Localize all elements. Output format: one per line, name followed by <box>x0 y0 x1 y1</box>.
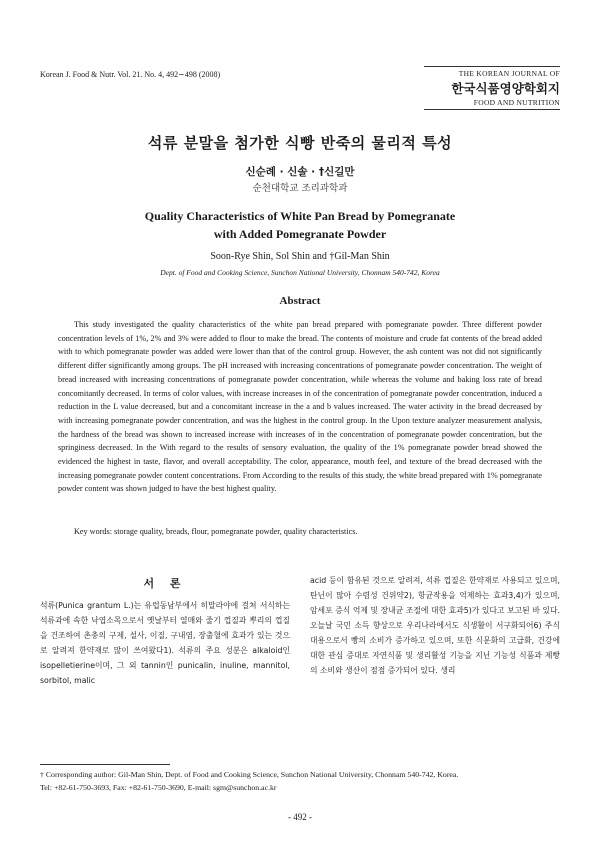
intro-heading: 서 론 <box>143 577 187 590</box>
journal-name-en-top: THE KOREAN JOURNAL OF <box>458 69 560 78</box>
title-english-line1: Quality Characteristics of White Pan Bread by Pomegranate <box>144 209 456 223</box>
footnote-line1: † Corresponding author: Gil-Man Shin, Dept. of Food and Cooking Science, Sunchon National University, Chonnam 540-742, Korea. <box>40 770 459 779</box>
footnote-rule <box>40 764 170 765</box>
intro-column-left <box>40 598 290 688</box>
intro-left-paragraph: 석류(Punica grantum L.)는 유럽동남부에서 히말라야에 걸쳐 서식하는 석류과에 속한 낙엽소목으로서 옛날부터 열매와 줄기 껍질과 뿌리의 껍질을 건조하여 촌충의 구제, 설사, 이질, 구내염, 장출혈에 효과가 있는 것으로 알려져 한약재로 많이 쓰여왔다1). 석류의 주요 성분은 alkaloid인 isopelletierine이며, 그 외 tannin인 punicalin, inuline, mannitol, sorbitol, malic <box>40 601 290 685</box>
journal-name-ko: 한국식품영양학회지 <box>451 81 560 96</box>
abstract-paragraph: This study investigated the quality characteristics of the white pan bread prepared with pomegranate powder. Three different powder concentration levels of 1%, 2% and 3% were added to flour to make the bread. The contents of moisture and crude fat contents of the bread added with to which pomegranate powder was added were lower than that of the control group. However, the ash content was not did not significantly different differ significantly among groups. The pH increased with increasing concentrations of pomegranate powder concentration. The weight of bread increased with increasing concentrations of pomegranate powder concentration, while whereas the volume and baking loss rate of bread concomitantly decreased. In terms of color values, with increase increases in of the concentration of pomegranate powder concentration, induced a reduction in the L value decreased, but and a concomitant increase in the a and b values increased. The water activity in the bread decreased by with increasing pomegranate powder concentration, and was the highest in the control group. In the Upon texture analyzer measurement analysis, the hardness of the bread was shown to increased increase with increases of in the concentration of pomegranate powder concentration, but the springiness decreased. In the With regard to the results of sensory evaluation, the quality of the 1% pomegranate powder bread showed the evidenced the highest in taste, flavor, and overall acceptability. The color, appearance, mouth feel, and texture of the bread decreased with the increasing pomegranate powder content concentrations. From According to the results of this study, the white bread prepared with 1% pomegranate powder content was shown judged to have the best highest quality. <box>58 320 542 494</box>
affiliation-english: Dept. of Food and Cooking Science, Sunchon National University, Chonnam 540-742, Korea <box>160 268 440 277</box>
header-citation: Korean J. Food & Nutr. Vol. 21. No. 4, 492∼498 (2008) <box>40 70 221 79</box>
intro-right-paragraph: acid 등이 함유된 것으로 알려져, 석류 껍질은 한약재로 사용되고 있으며, 탄닌이 많아 수렴성 건위약2), 항균작용을 억제하는 효과3,4)가 있으며, 암세포 증식 억제 및 장내균 조절에 대한 효과5)가 있다고 보고된 바 있다. 오늘날 국민 소득 향상으로 우리나라에서도 식생활이 서구화되어6) 주식 대용으로서 빵의 소비가 증가하고 있으며, 또한 식문화의 고급화, 건강에 대한 관심 증대로 자연식품 및 생리활성 기능을 지닌 기능성 식품과 제빵의 소비와 생산이 점점 증가되어 있다. 생리 <box>310 576 560 675</box>
masthead-rule-bottom <box>424 109 560 110</box>
journal-masthead <box>424 66 560 110</box>
authors-korean: 신순례 · 신솔 · †신길만 <box>245 166 355 178</box>
abstract-heading: Abstract <box>279 295 321 307</box>
journal-name-en-bottom: FOOD AND NUTRITION <box>473 98 560 107</box>
authors-english: Soon-Rye Shin, Sol Shin and †Gil-Man Shin <box>210 251 390 262</box>
footnote <box>40 768 560 794</box>
title-korean: 석류 분말을 첨가한 식빵 반죽의 물리적 특성 <box>147 134 453 152</box>
page-number: - 492 - <box>288 812 312 822</box>
affiliation-korean: 순천대학교 조리과학과 <box>252 183 348 194</box>
title-english-line2: with Added Pomegranate Powder <box>213 227 387 241</box>
keywords: Key words: storage quality, breads, flour, pomegranate powder, quality characteristics. <box>74 527 358 536</box>
masthead-rule-top <box>424 66 560 67</box>
footnote-line2: Tel: +82-61-750-3693, Fax: +82-61-750-3690, E-mail: sgm@sunchon.ac.kr <box>40 783 277 792</box>
intro-column-right <box>310 573 560 678</box>
abstract-body <box>58 318 542 496</box>
